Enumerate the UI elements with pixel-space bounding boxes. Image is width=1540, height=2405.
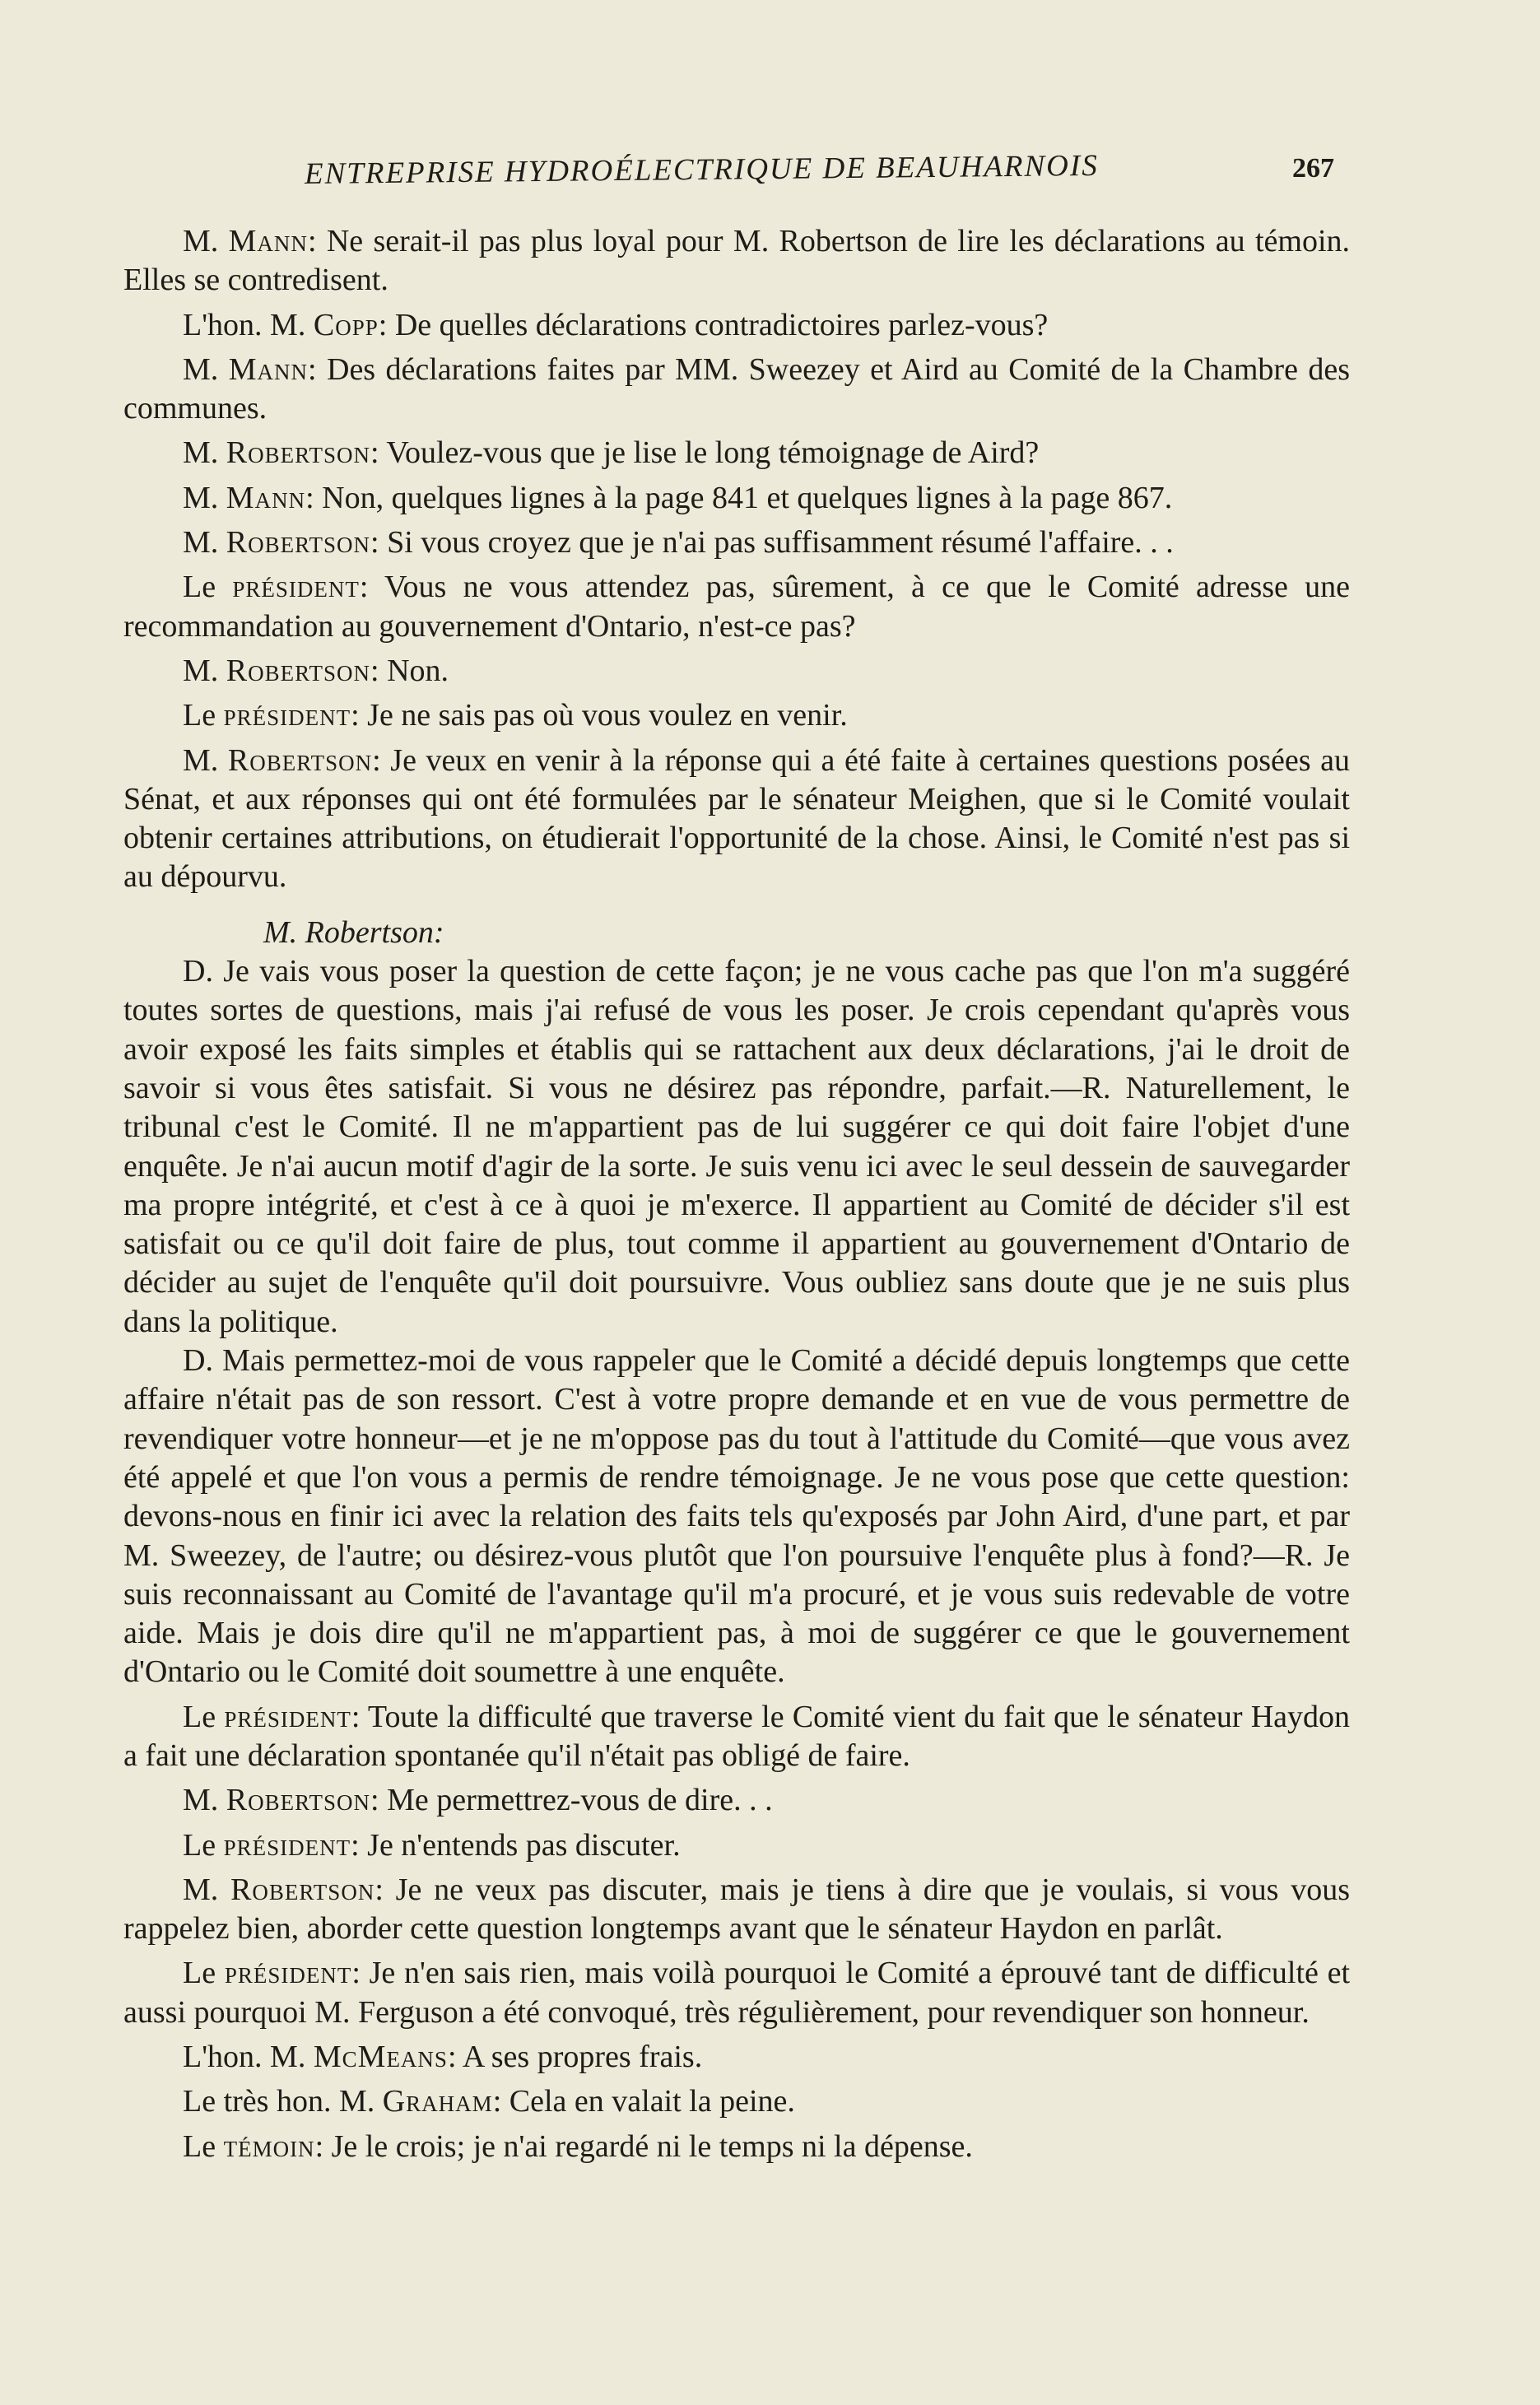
paragraph-text: Cela en valait la peine. bbox=[509, 2084, 795, 2119]
paragraph-text: Je ne sais pas où vous voulez en venir. bbox=[367, 698, 848, 733]
paragraph-text: Je n'entends pas discuter. bbox=[367, 1827, 681, 1863]
paragraph: Le président: Je ne sais pas où vous voulez en venir. bbox=[183, 698, 848, 733]
question-answer: D. Mais permettez-moi de vous rappeler que le Comité a décidé depuis longtemps que cette affaire n'était pas de son ressort. C'est à votre propre demande et en vue de vous permettre de revendiquer votre honneur—et je ne m'oppose pas du tout à l'attitude du Comité—que vous avez été appelé et que l'on vous a permis de rendre témoignage. Je ne vous pose que cette question: devons-nous en finir ici avec la relation des faits tels qu'exposés par John Aird, d'une part, et par M. Sweezey, de l'autre; ou désirez-vous plutôt que l'on poursuive l'enquête plus à fond?—R. Je suis reconnaissant au Comité de l'avantage qu'il m'a procuré, et je vous suis redevable de votre aide. Mais je dois dire qu'il ne m'appartient pas, à moi de suggérer ce que le gouvernement d'Ontario ou le Comité doit soumettre à une enquête. bbox=[123, 1343, 1350, 1690]
paragraph-text: Je n'en sais rien, mais voilà pourquoi le Comité a éprouvé tant de difficulté et aussi pourquoi M. Ferguson a été convoqué, très régulièrement, pour revendiquer son honneur. bbox=[123, 1956, 1351, 2030]
speaker-name: Copp bbox=[313, 307, 379, 342]
paragraph: Le président: Toute la difficulté que traverse le Comité vient du fait que le sénateur Haydon a fait une déclaration spontanée qu'il n'était pas obligé de faire. bbox=[123, 1699, 1351, 1773]
paragraph-text: Non. bbox=[387, 653, 449, 688]
speaker-name: président bbox=[224, 1956, 352, 1991]
examiner-subheading: M. Robertson: bbox=[263, 914, 444, 950]
speaker-name: Robertson bbox=[226, 1783, 371, 1818]
paragraph: M. Robertson: Je veux en venir à la réponse qui a été faite à certaines questions posées au Sénat, et aux réponses qui ont été formulées par le sénateur Meighen, que si le Comité voulait obtenir certaines attributions, on étudierait l'opportunité de la chose. Ainsi, le Comité n'est pas si au dépourvu. bbox=[123, 742, 1350, 895]
speaker-name: président bbox=[223, 1827, 351, 1863]
speaker-name: McMeans bbox=[313, 2040, 448, 2075]
paragraph-text: Toute la difficulté que traverse le Comité vient du fait que le sénateur Haydon a fait une déclaration spontanée qu'il n'était pas obligé de faire. bbox=[123, 1699, 1351, 1773]
paragraph: Le président: Je n'en sais rien, mais voilà pourquoi le Comité a éprouvé tant de difficulté et aussi pourquoi M. Ferguson a été convoqué, très régulièrement, pour revendiquer son honneur. bbox=[123, 1956, 1351, 2030]
paragraph-text: Me permettrez-vous de dire. . . bbox=[387, 1783, 773, 1818]
paragraph: M. Robertson: Je ne veux pas discuter, mais je tiens à dire que je voulais, si vous vous rappelez bien, aborder cette question longtemps avant que le sénateur Haydon en parlât. bbox=[123, 1872, 1351, 1947]
paragraph: Le président: Vous ne vous attendez pas, sûrement, à ce que le Comité adresse une recommandation au gouvernement d'Ontario, n'est-ce pas? bbox=[123, 570, 1351, 644]
paragraph-text: Je ne veux pas discuter, mais je tiens à dire que je voulais, si vous vous rappelez bien, aborder cette question longtemps avant que le sénateur Haydon en parlât. bbox=[123, 1872, 1351, 1947]
running-head: ENTREPRISE HYDROÉLECTRIQUE DE BEAUHARNOIS bbox=[304, 148, 1099, 191]
paragraph-text: De quelles déclarations contradictoires parlez-vous? bbox=[394, 307, 1049, 342]
paragraph-text: Je le crois; je n'ai regardé ni le temps ni la dépense. bbox=[331, 2128, 973, 2164]
paragraph-text: Je veux en venir à la réponse qui a été faite à certaines questions posées au Sénat, et aux réponses qui ont été formulées par le sénateur Meighen, que si le Comité voulait obtenir certaines attributions, on étudierait l'opportunité de la chose. Ainsi, le Comité n'est pas si au dépourvu. bbox=[123, 742, 1350, 895]
speaker-name: Mann bbox=[228, 224, 308, 258]
paragraph: M. Robertson: Si vous croyez que je n'ai pas suffisamment résumé l'affaire. . . bbox=[183, 525, 1174, 561]
speaker-name: Mann bbox=[228, 351, 309, 387]
paragraph-text: Si vous croyez que je n'ai pas suffisamment résumé l'affaire. . . bbox=[387, 525, 1174, 561]
speaker-name: Mann bbox=[226, 480, 306, 515]
paragraph-text: Voulez-vous que je lise le long témoignage de Aird? bbox=[386, 435, 1040, 471]
paragraph: L'hon. M. Copp: De quelles déclarations contradictoires parlez-vous? bbox=[183, 307, 1049, 342]
speaker-name: président bbox=[232, 570, 360, 605]
question-answer: D. Je vais vous poser la question de cette façon; je ne vous cache pas que l'on m'a suggéré toutes sortes de questions, mais j'ai refusé de vous les poser. Je crois cependant qu'après vous avoir exposé les faits simples et établis qui se rattachent aux deux déclarations, j'ai le droit de savoir si vous êtes satisfait. Si vous ne désirez pas répondre, parfait.—R. Naturellement, le tribunal c'est le Comité. Il ne m'appartient pas de lui suggérer ce qui doit faire l'objet d'une enquête. Je n'ai aucun motif d'agir de la sorte. Je suis venu ici avec le seul dessein de sauvegarder ma propre intégrité, et c'est à ce à quoi je m'exerce. Il appartient au Comité de décider s'il est satisfait ou ce qu'il doit faire de plus, tout comme il appartient au gouvernement d'Ontario de décider au sujet de l'enquête qu'il doit poursuivre. Vous oubliez sans doute que je ne suis plus dans la politique. bbox=[123, 954, 1350, 1339]
speaker-name: Robertson bbox=[226, 653, 371, 688]
paragraph-text: Non, quelques lignes à la page 841 et quelques lignes à la page 867. bbox=[322, 480, 1173, 515]
paragraph: M. Robertson: Me permettrez-vous de dire. . . bbox=[183, 1783, 773, 1818]
speaker-name: Robertson bbox=[227, 742, 373, 778]
paragraph-text: Vous ne vous attendez pas, sûrement, à ce que le Comité adresse une recommandation au gouvernement d'Ontario, n'est-ce pas? bbox=[123, 570, 1351, 644]
paragraph: Le président: Je n'entends pas discuter. bbox=[183, 1827, 681, 1863]
paragraph: M. Mann: Des déclarations faites par MM. Sweezey et Aird au Comité de la Chambre des communes. bbox=[123, 351, 1351, 426]
paragraph-text: Des déclarations faites par MM. Sweezey et Aird au Comité de la Chambre des communes. bbox=[123, 351, 1351, 426]
speaker-name: témoin bbox=[223, 2128, 315, 2164]
speaker-name: Robertson bbox=[230, 1872, 375, 1907]
paragraph-text: Ne serait-il pas plus loyal pour M. Robertson de lire les déclarations au témoin. Elles se contredisent. bbox=[123, 224, 1351, 298]
page-number: 267 bbox=[1292, 153, 1334, 184]
speaker-name: Robertson bbox=[226, 435, 371, 471]
paragraph: M. Robertson: Voulez-vous que je lise le long témoignage de Aird? bbox=[183, 435, 1040, 471]
paragraph: Le très hon. M. Graham: Cela en valait la peine. bbox=[183, 2084, 795, 2119]
paragraph: Le témoin: Je le crois; je n'ai regardé ni le temps ni la dépense. bbox=[183, 2128, 973, 2164]
paragraph: M. Robertson: Non. bbox=[183, 653, 449, 688]
body-text bbox=[123, 222, 1350, 2172]
speaker-name: Robertson bbox=[226, 525, 371, 561]
paragraph: M. Mann: Non, quelques lignes à la page 841 et quelques lignes à la page 867. bbox=[183, 480, 1173, 515]
speaker-name: Graham bbox=[382, 2084, 493, 2119]
paragraph: M. Mann: Ne serait-il pas plus loyal pour M. Robertson de lire les déclarations au témoin. Elles se contredisent. bbox=[123, 224, 1351, 298]
paragraph-text: A ses propres frais. bbox=[462, 2040, 703, 2075]
speaker-name: président bbox=[224, 1699, 351, 1734]
speaker-name: président bbox=[223, 698, 351, 733]
paragraph: L'hon. M. McMeans: A ses propres frais. bbox=[183, 2040, 703, 2075]
